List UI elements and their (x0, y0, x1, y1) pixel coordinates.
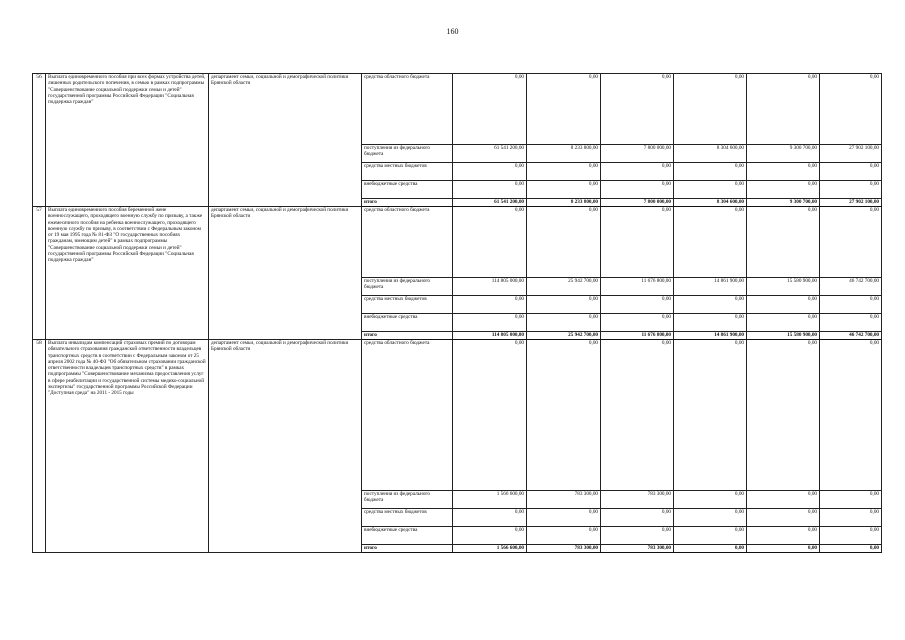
amount-cell: 27 902 100,00 (820, 145, 882, 163)
amount-cell: 0,00 (453, 314, 527, 332)
amount-cell: 0,00 (601, 181, 674, 199)
amount-cell: 0,00 (747, 545, 820, 553)
amount-cell: 11 676 800,00 (601, 332, 674, 340)
amount-cell: 25 942 700,00 (527, 332, 601, 340)
amount-cell: 0,00 (453, 181, 527, 199)
executor: департамент семьи, социальной и демографической политики Брянской области (209, 207, 362, 340)
funding-source: средства областного бюджета (362, 207, 453, 278)
amount-cell: 0,00 (820, 314, 882, 332)
amount-cell: 14 861 900,00 (674, 332, 747, 340)
funding-source: внебюджетные средства (362, 314, 453, 332)
amount-cell: 0,00 (747, 181, 820, 199)
amount-cell: 25 942 700,00 (527, 278, 601, 296)
amount-cell: 0,00 (453, 74, 527, 145)
amount-cell: 14 861 900,00 (674, 278, 747, 296)
amount-cell: 0,00 (601, 74, 674, 145)
amount-cell: 0,00 (674, 527, 747, 545)
amount-cell: 0,00 (453, 163, 527, 181)
amount-cell: 0,00 (453, 296, 527, 314)
amount-cell: 8 233 800,00 (527, 145, 601, 163)
amount-cell: 0,00 (527, 509, 601, 527)
row-number: 58 (33, 340, 46, 553)
amount-cell: 0,00 (747, 340, 820, 491)
funding-source: внебюджетные средства (362, 527, 453, 545)
amount-cell: 0,00 (453, 207, 527, 278)
amount-cell: 1 566 600,00 (453, 545, 527, 553)
funding-source: итого (362, 545, 453, 553)
amount-cell: 114 805 000,00 (453, 332, 527, 340)
amount-cell: 0,00 (453, 509, 527, 527)
amount-cell: 0,00 (527, 296, 601, 314)
amount-cell: 0,00 (747, 296, 820, 314)
amount-cell: 61 541 200,00 (453, 199, 527, 207)
funding-source: поступления из федерального бюджета (362, 278, 453, 296)
amount-cell: 783 300,00 (527, 545, 601, 553)
amount-cell: 0,00 (747, 527, 820, 545)
amount-cell: 27 902 100,00 (820, 199, 882, 207)
amount-cell: 15 580 900,00 (747, 332, 820, 340)
amount-cell: 0,00 (453, 527, 527, 545)
amount-cell: 0,00 (601, 296, 674, 314)
funding-source: поступления из федерального бюджета (362, 491, 453, 509)
amount-cell: 0,00 (674, 181, 747, 199)
amount-cell: 11 676 800,00 (601, 278, 674, 296)
amount-cell: 0,00 (674, 163, 747, 181)
amount-cell: 0,00 (747, 207, 820, 278)
funding-source: средства областного бюджета (362, 340, 453, 491)
amount-cell: 0,00 (820, 545, 882, 553)
amount-cell: 8 304 600,00 (674, 199, 747, 207)
amount-cell: 9 300 700,00 (747, 199, 820, 207)
funding-source: средства местных бюджетов (362, 163, 453, 181)
table-row (33, 340, 882, 491)
measure-title: Выплата единовременного пособия беременной жене военнослужащего, проходящего военную службу по призыву, а также ежемесячного пособия на ребенка военнослужащего, проходящего военную службу по призыву, в соответствии с Федеральным законом от 19 мая 1995 года № 81-ФЗ "О государственных пособиях гражданам, имеющим детей" в рамках подпрограммы "Совершенствование социальной поддержки семьи и детей" государственной программы Российской Федерации "Социальная поддержка граждан" (46, 207, 209, 340)
amount-cell: 46 742 700,00 (820, 278, 882, 296)
funding-source: поступления из федерального бюджета (362, 145, 453, 163)
amount-cell: 0,00 (674, 491, 747, 509)
amount-cell: 0,00 (527, 181, 601, 199)
amount-cell: 0,00 (674, 545, 747, 553)
amount-cell: 7 800 000,00 (601, 199, 674, 207)
amount-cell: 0,00 (601, 509, 674, 527)
amount-cell: 0,00 (820, 207, 882, 278)
amount-cell: 0,00 (674, 340, 747, 491)
amount-cell: 0,00 (820, 296, 882, 314)
amount-cell: 0,00 (601, 314, 674, 332)
amount-cell: 0,00 (601, 163, 674, 181)
row-number: 57 (33, 207, 46, 340)
amount-cell: 0,00 (747, 163, 820, 181)
amount-cell: 61 541 200,00 (453, 145, 527, 163)
amount-cell: 0,00 (527, 527, 601, 545)
amount-cell: 0,00 (747, 509, 820, 527)
amount-cell: 46 742 700,00 (820, 332, 882, 340)
amount-cell: 9 300 700,00 (747, 145, 820, 163)
amount-cell: 0,00 (527, 163, 601, 181)
amount-cell: 0,00 (674, 509, 747, 527)
amount-cell: 7 800 000,00 (601, 145, 674, 163)
funding-source: средства местных бюджетов (362, 509, 453, 527)
measure-title: Выплата единовременного пособия при всех формах устройства детей, лишенных родительского попечения, в семью в рамках подпрограммы "Совершенствование социальной поддержки семьи и детей" государственной программы Российской Федерации "Социальная поддержка граждан" (46, 74, 209, 207)
amount-cell: 0,00 (674, 296, 747, 314)
amount-cell: 0,00 (820, 163, 882, 181)
amount-cell: 0,00 (747, 491, 820, 509)
amount-cell: 1 566 600,00 (453, 491, 527, 509)
amount-cell: 783 300,00 (527, 491, 601, 509)
amount-cell: 0,00 (453, 340, 527, 491)
executor: департамент семьи, социальной и демографической политики Брянской области (209, 74, 362, 207)
funding-source: средства областного бюджета (362, 74, 453, 145)
amount-cell: 783 300,00 (601, 491, 674, 509)
amount-cell: 0,00 (820, 491, 882, 509)
executor: департамент семьи, социальной и демографической политики Брянской области (209, 340, 362, 553)
amount-cell: 0,00 (674, 74, 747, 145)
table-row (33, 74, 882, 145)
amount-cell: 0,00 (820, 509, 882, 527)
amount-cell: 0,00 (747, 74, 820, 145)
page-number: 160 (446, 27, 459, 36)
amount-cell: 8 233 800,00 (527, 199, 601, 207)
amount-cell: 0,00 (820, 181, 882, 199)
amount-cell: 8 304 600,00 (674, 145, 747, 163)
table-row (33, 207, 882, 278)
amount-cell: 0,00 (747, 314, 820, 332)
amount-cell: 0,00 (527, 207, 601, 278)
funding-source: итого (362, 332, 453, 340)
funding-source: внебюджетные средства (362, 181, 453, 199)
measure-title: Выплата инвалидам компенсаций страховых премий по договорам обязательного страхования гражданской ответственности владельцев транспортных средств в соответствии с Федеральным законом от 25 апреля 2002 года № 40-ФЗ "Об обязательном страховании гражданской ответственности владельцев транспортных средств" в рамках подпрограммы "Совершенствование механизма предоставления услуг в сфере реабилитации и государственной системы медико-социальной экспертизы" государственной программы Российской Федерации "Доступная среда" на 2011 - 2015 годы (46, 340, 209, 553)
amount-cell: 0,00 (601, 207, 674, 278)
amount-cell: 783 300,00 (601, 545, 674, 553)
amount-cell: 0,00 (527, 74, 601, 145)
amount-cell: 0,00 (820, 74, 882, 145)
amount-cell: 0,00 (820, 527, 882, 545)
amount-cell: 0,00 (601, 527, 674, 545)
row-number: 56 (33, 74, 46, 207)
funding-source: средства местных бюджетов (362, 296, 453, 314)
amount-cell: 0,00 (601, 340, 674, 491)
amount-cell: 0,00 (527, 314, 601, 332)
funding-source: итого (362, 199, 453, 207)
amount-cell: 0,00 (674, 314, 747, 332)
budget-table (32, 73, 882, 553)
amount-cell: 0,00 (527, 340, 601, 491)
amount-cell: 0,00 (674, 207, 747, 278)
amount-cell: 0,00 (820, 340, 882, 491)
amount-cell: 114 805 000,00 (453, 278, 527, 296)
amount-cell: 15 580 900,00 (747, 278, 820, 296)
